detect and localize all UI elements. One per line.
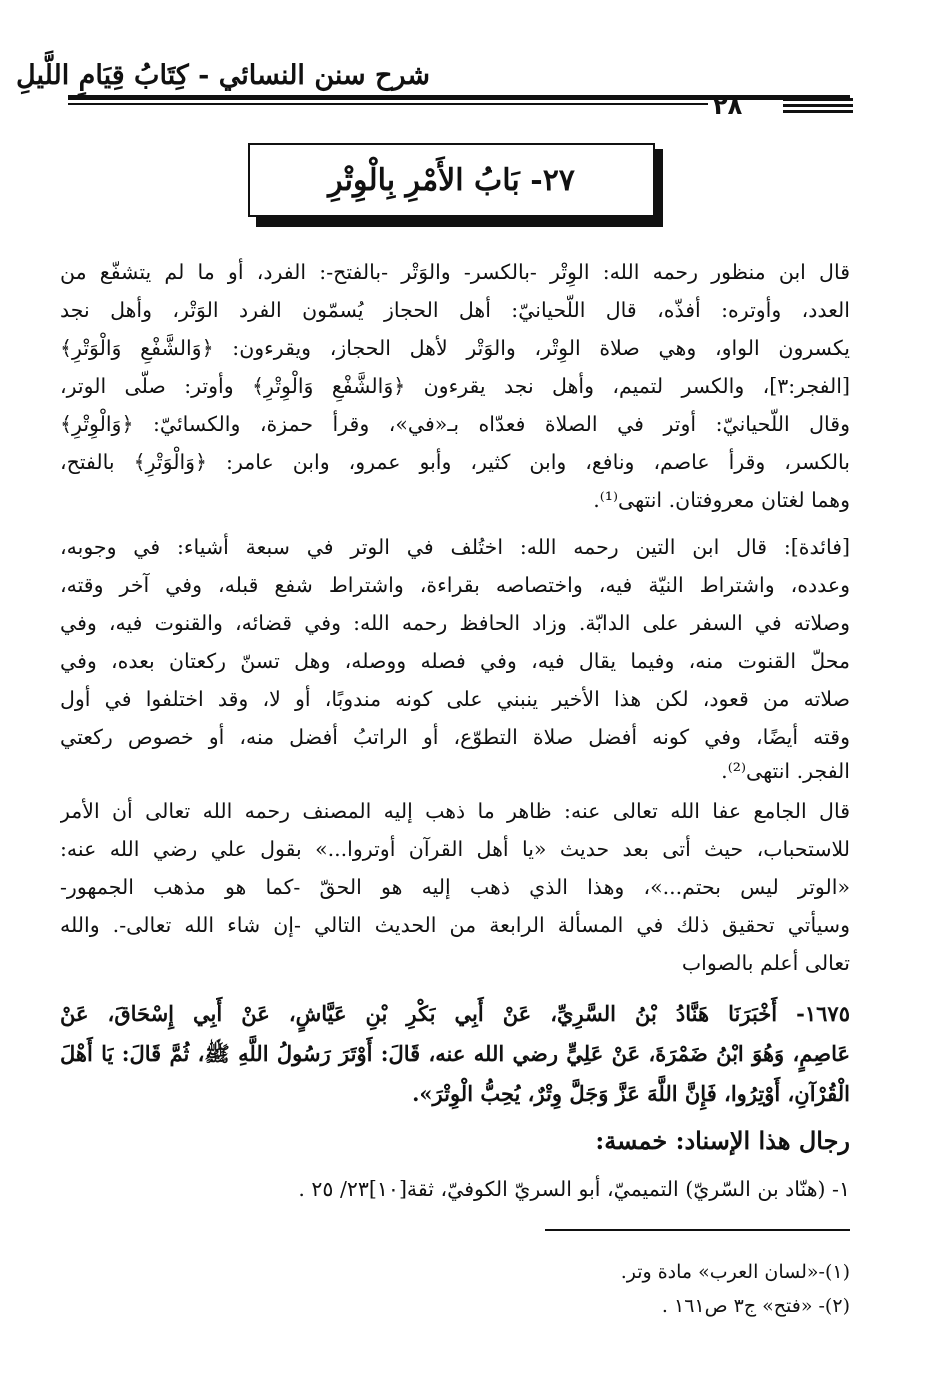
body-line: قال ابن منظور رحمه الله: الوِتْر -بالكسر- والوَتْر -بالفتح-: الفرد، أو ما لم يتشفّع من [60,260,850,284]
faida-line: [فائدة]: قال ابن التين رحمه الله: اختُلف في الوتر في سبعة أشياء: في وجوبه، [60,535,850,559]
rijal-line: ١- (هنّاد بن السّريّ) التميميّ، أبو السريّ الكوفيّ، ثقة[١٠]٢٣/ ٢٥ . [298,1177,850,1201]
body-line: [الفجر:٣]، والكسر لتميم، وأهل نجد يقرءون ﴿وَالشَّفْعِ وَالْوِتْرِ﴾ وأوتر: صلّى الوتر، [60,374,850,398]
jami-line: «الوتر ليس بحتم...»، وهذا الذي ذهب إليه هو الحقّ -كما هو مذهب الجمهور- [60,875,850,899]
chapter-title: ٢٧- بَابُ الأَمْرِ بِالْوِتْرِ [328,162,575,198]
faida-line: الفجر. انتهى⁽²⁾. [721,759,850,783]
body-line: وقال اللّحيانيّ: أوتر في الصلاة فعدّاه بـ«في»، وقرأ حمزة، والكسائيّ: ﴿وَالْوِتْرِ﴾ [60,412,850,436]
decorative-line [783,110,853,113]
hadith-line: الْقُرْآنِ، أَوْتِرُوا، فَإِنَّ اللَّهَ عَزَّ وَجَلَّ وِتْرٌ، يُحِبُّ الْوِتْرَ». [412,1081,850,1106]
decorative-line [783,104,853,107]
faida-line: وعدده، واشتراط النيّة فيه، واختصاصه بقراءة، واشتراط شفع قبله، وفي آخر وقته، [60,573,850,597]
page-number-area [705,92,855,122]
jami-line: قال الجامع عفا الله تعالى عنه: ظاهر ما ذهب إليه المصنف رحمه الله تعالى أن الأمر [60,799,850,823]
faida-line: صلاته من قعود، لكن هذا الأخير ينبني على كونه مندوبًا، أو لا، وقد اختلفوا في أول [60,687,850,711]
header-rule-thin [68,103,708,105]
hadith-line: ١٦٧٥- أَخْبَرَنَا هَنَّادُ بْنُ السَّرِيِّ، عَنْ أَبِي بَكْرِ بْنِ عَيَّاشٍ، عَنْ أَبِي إِسْحَاقَ، عَنْ [60,1001,850,1026]
faida-line: محلّ القنوت منه، وفيما يقال فيه، وفي فصله ووصله، وهل تسنّ ركعتان بعده، وفي [60,649,850,673]
jami-line: تعالى أعلم بالصواب [681,951,850,975]
body-line: العدد، وأوتره: أفذّه، قال اللّحيانيّ: أهل الحجاز يُسمّون الفرد الوَتْر، وأهل نجد [60,298,850,322]
jami-line: للاستحباب، حيث أتى بعد حديث «يا أهل القرآن أوتروا...» بقول علي رضي الله عنه: [60,837,850,861]
body-line: وهما لغتان معروفتان. انتهى⁽¹⁾. [593,488,850,512]
jami-line: وسيأتي تحقيق ذلك في المسألة الرابعة من الحديث التالي -إن شاء الله تعالى-. والله [60,913,850,937]
body-line: بالكسر، وقرأ عاصم، ونافع، وابن كثير، وأبو عمرو، وابن عامر: ﴿وَالْوَتْرِ﴾ بالفتح، [60,450,850,474]
running-title: شرح سنن النسائي - كِتَابُ قِيَامِ اللَّيلِ [16,60,430,91]
body-line: يكسرون الواو، وهي صلاة الوِتْر، والوَتْر لأهل الحجاز، ويقرءون: ﴿وَالشَّفْعِ وَالْوَتْرِ﴾ [60,336,850,360]
footnote: (١)-«لسان العرب» مادة وتر. [620,1261,850,1283]
footnote: (٢)- «فتح» ج٣ ص١٦١ . [661,1295,850,1317]
faida-line: وصلاته في السفر على الدابّة. وزاد الحافظ رحمه الله: وفي قضائه، والقنوت فيه، وفي [60,611,850,635]
chapter-title-box [248,143,655,217]
page-number: ٢٨ [713,92,743,120]
faida-line: وقته أيضًا، وفي كونه أفضل صلاة التطوّع، أو الراتبُ أفضل منه، أو خصوص ركعتي [60,725,850,749]
decorative-line [783,98,853,101]
rijal-heading: رجال هذا الإسناد: خمسة: [595,1126,850,1155]
footnote-rule [545,1229,850,1231]
hadith-line: عَاصِمٍ، وَهُوَ ابْنُ ضَمْرَةَ، عَنْ عَلِيٍّ رضي الله عنه، قَالَ: أَوْتَرَ رَسُولُ اللَّهِ ﷺ، ثُمَّ قَالَ: يَا أَهْلَ [60,1041,850,1066]
